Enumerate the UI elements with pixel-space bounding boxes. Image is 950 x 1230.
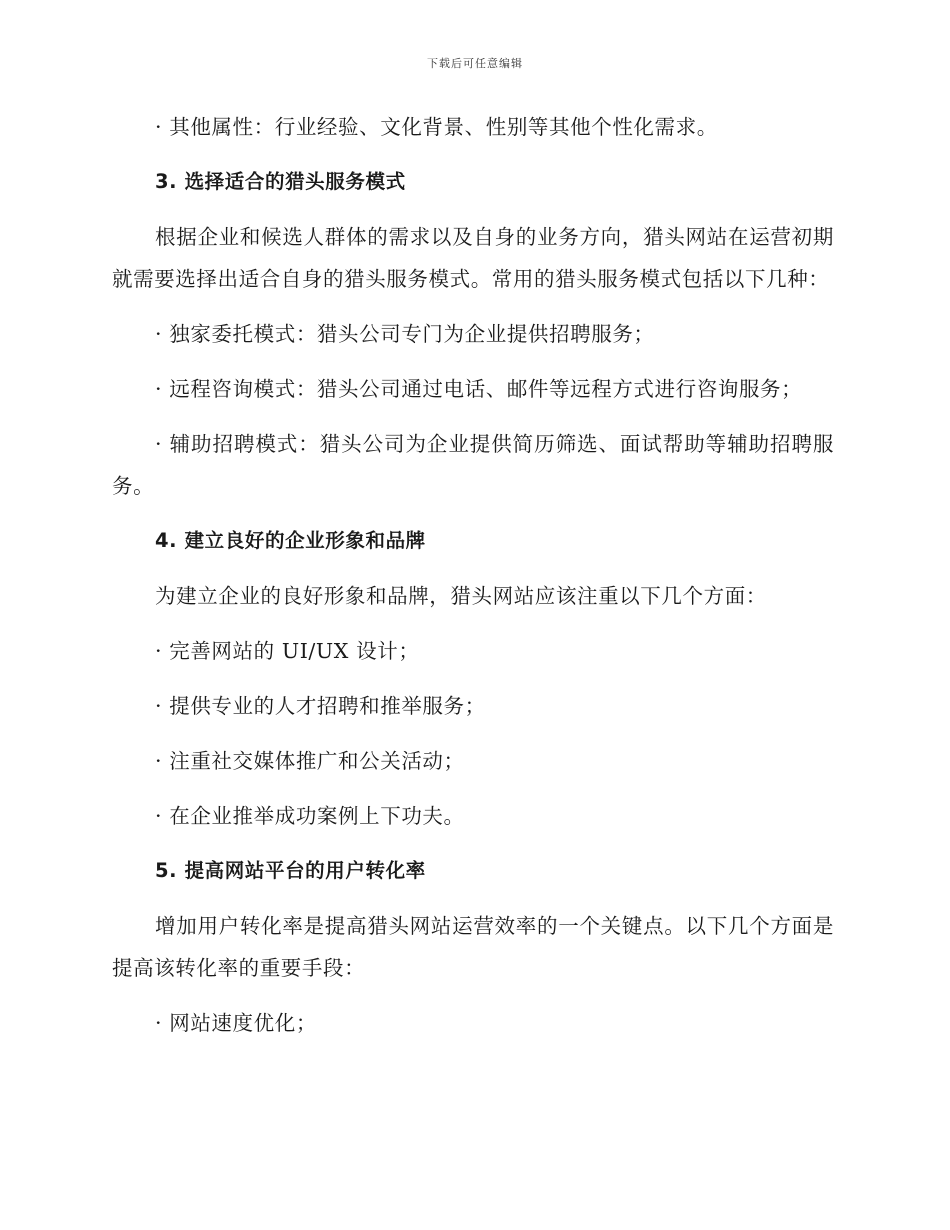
bullet-site-speed: · 网站速度优化； bbox=[155, 1011, 317, 1035]
section-heading-4: 4. 建立良好的企业形象和品牌 bbox=[155, 529, 426, 552]
bullet-success-cases: · 在企业推举成功案例上下功夫。 bbox=[155, 804, 465, 828]
bullet-other-attributes: · 其他属性：行业经验、文化背景、性别等其他个性化需求。 bbox=[155, 115, 718, 139]
bullet-ui-ux-design: · 完善网站的 UI/UX 设计； bbox=[155, 639, 420, 663]
bullet-assisted-recruiting-model: · 辅助招聘模式：猎头公司为企业提供简历筛选、面试帮助等辅助招聘服务。 bbox=[112, 432, 834, 498]
bullet-remote-consulting-model: · 远程咨询模式：猎头公司通过电话、邮件等远程方式进行咨询服务； bbox=[155, 377, 803, 401]
bullet-professional-services: · 提供专业的人才招聘和推举服务； bbox=[155, 694, 486, 718]
paragraph-conversion-rate: 增加用户转化率是提高猎头网站运营效率的一个关键点。以下几个方面是提高该转化率的重要手段： bbox=[112, 914, 834, 980]
section-heading-5: 5. 提高网站平台的用户转化率 bbox=[155, 859, 426, 882]
bullet-exclusive-model: · 独家委托模式：猎头公司专门为企业提供招聘服务； bbox=[155, 322, 655, 346]
section-heading-3: 3. 选择适合的猎头服务模式 bbox=[155, 170, 406, 193]
document-body bbox=[112, 106, 834, 1044]
bullet-social-media: · 注重社交媒体推广和公关活动； bbox=[155, 749, 465, 773]
paragraph-service-models: 根据企业和候选人群体的需求以及自身的业务方向，猎头网站在运营初期就需要选择出适合自身的猎头服务模式。常用的猎头服务模式包括以下几种： bbox=[112, 225, 834, 291]
page-header-note: 下载后可任意编辑 bbox=[427, 57, 523, 70]
paragraph-brand-image: 为建立企业的良好形象和品牌，猎头网站应该注重以下几个方面： bbox=[155, 584, 767, 608]
